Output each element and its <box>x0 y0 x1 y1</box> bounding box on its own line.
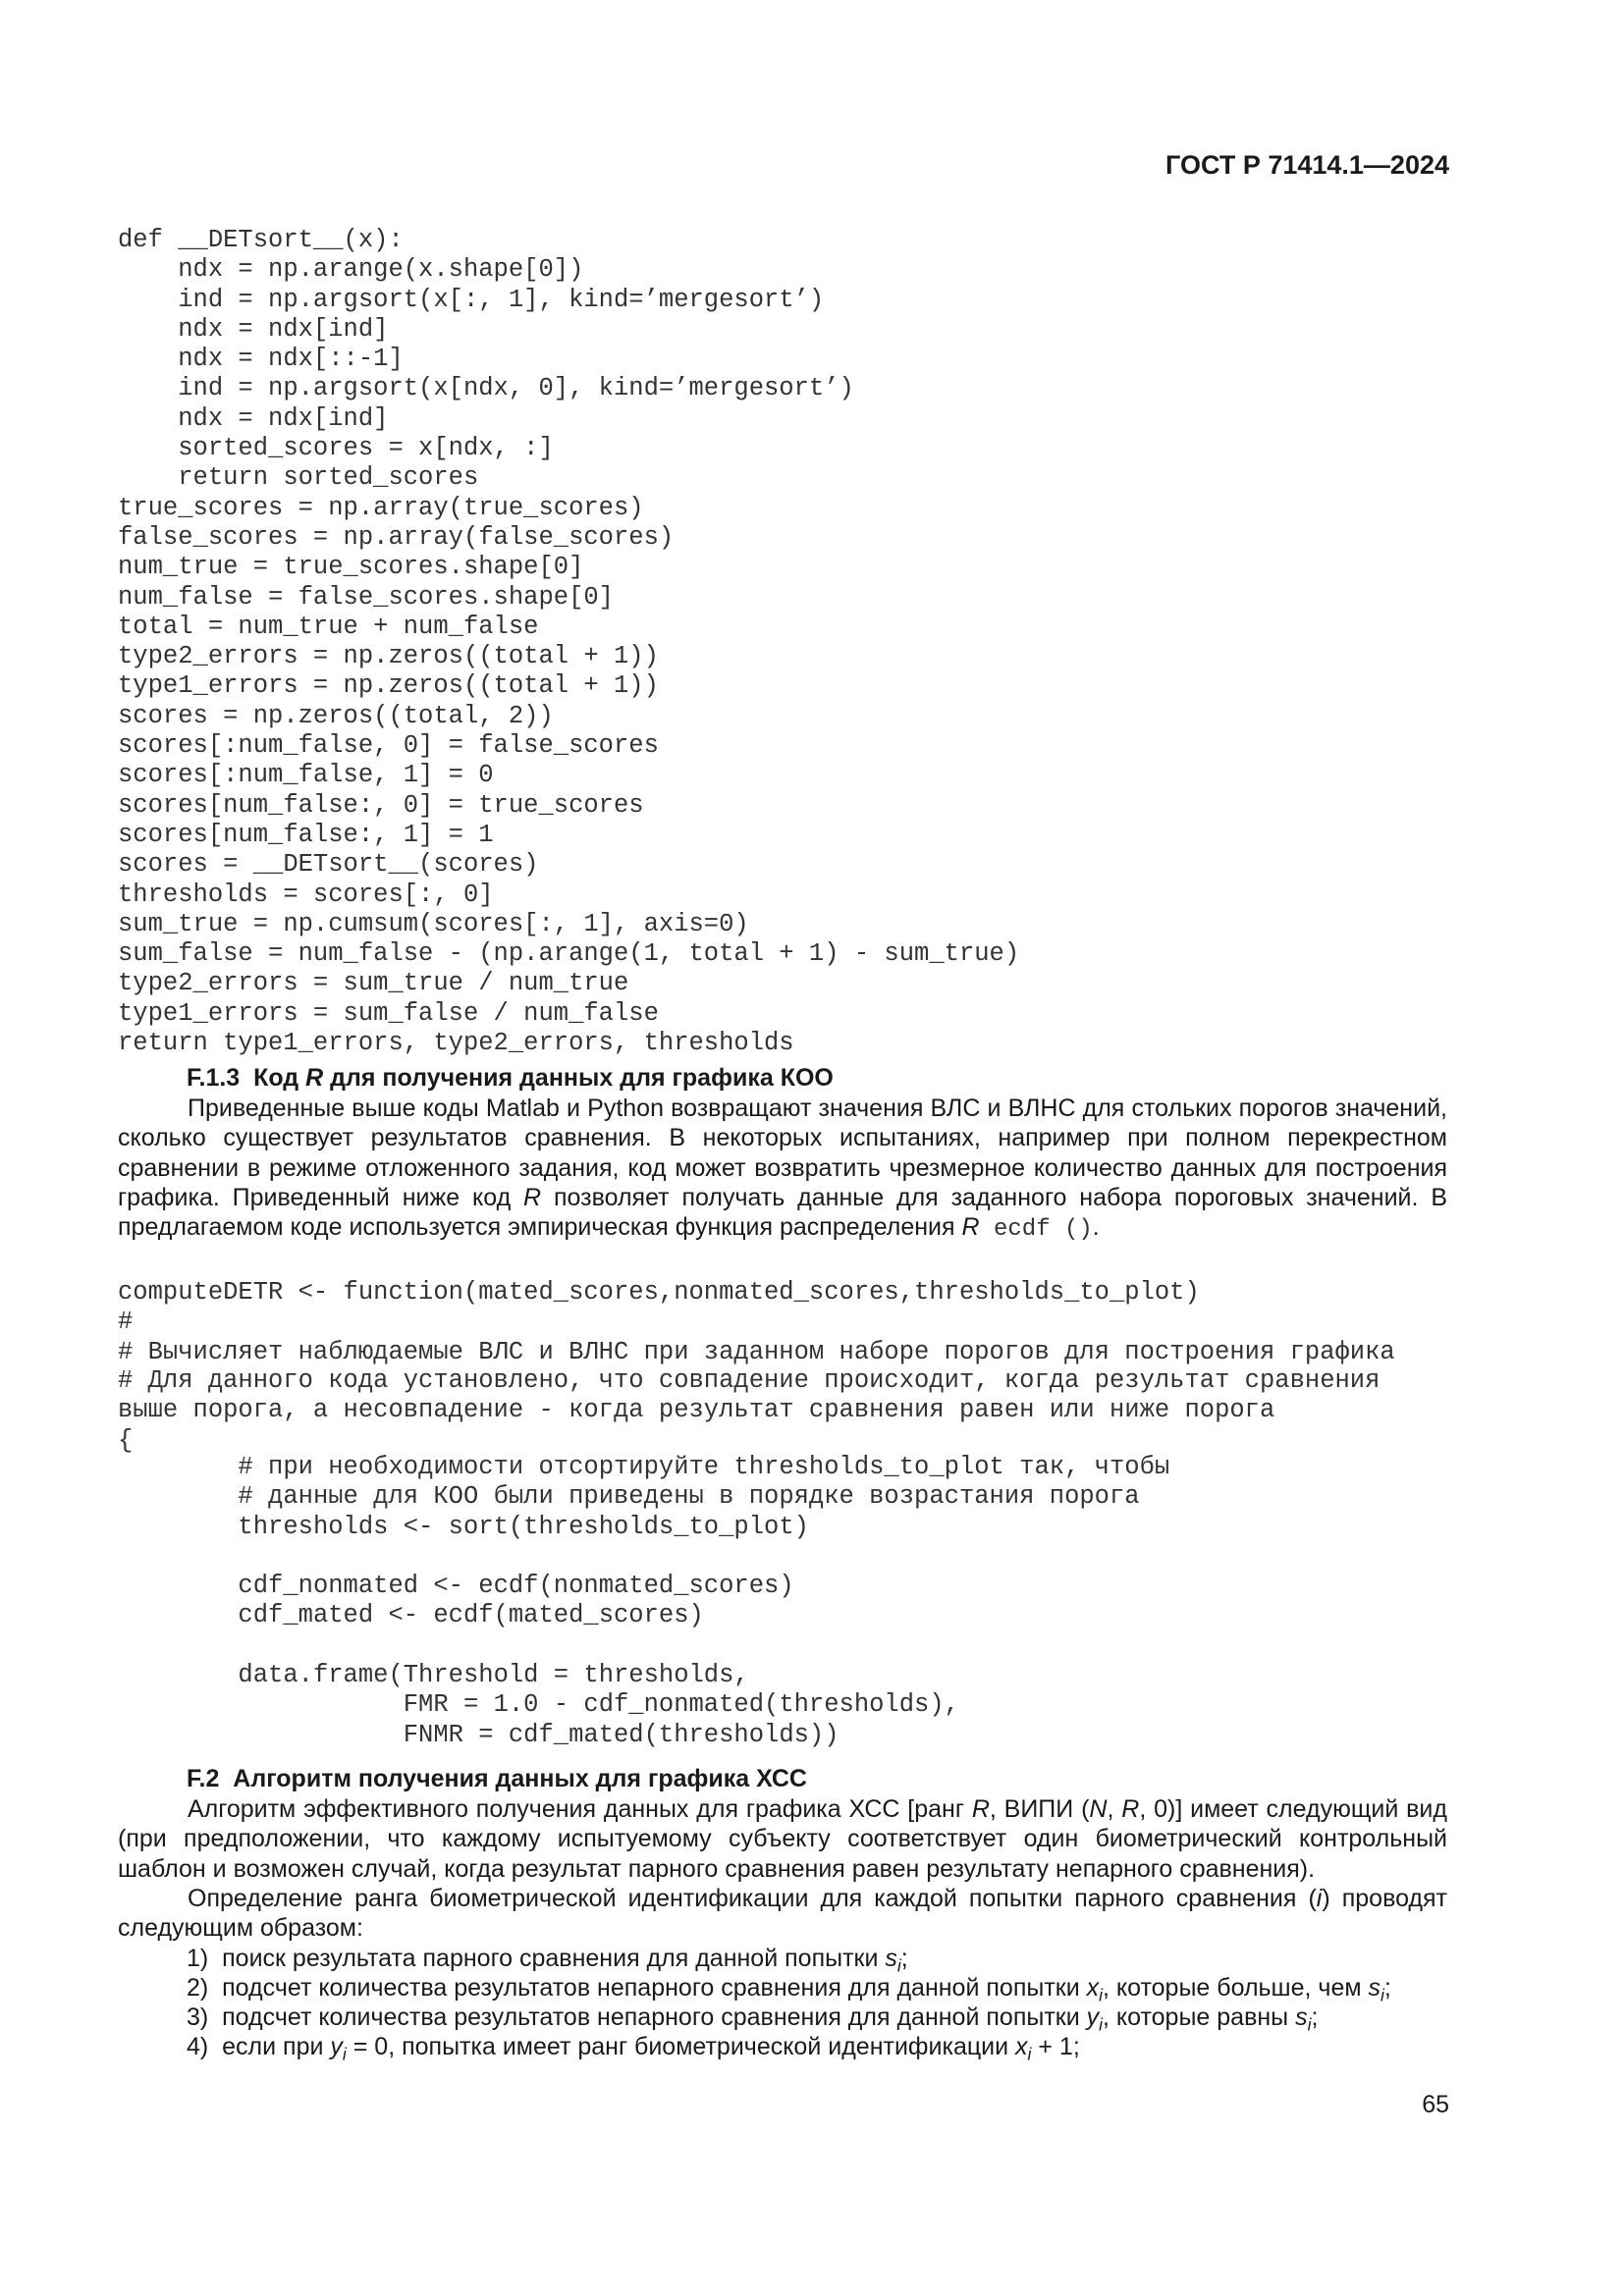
section-heading-f2: F.2 Алгоритм получения данных для графика ХСС <box>187 1765 807 1792</box>
page-number: 65 <box>1422 2091 1449 2118</box>
section-heading-f13: F.1.3 Код R для получения данных для графика КОО <box>187 1064 834 1092</box>
r-code-block-header: computeDETR <- function(mated_scores,nonmated_scores,thresholds_to_plot) # # Вычисляет наблюдаемые ВЛС и ВЛНС при заданном наборе порогов для построения графика <box>118 1278 1395 1366</box>
section-f2-paragraph-2: Определение ранга биометрической идентификации для каждой попытки парного сравнения (i) проводят следующим образом: <box>118 1885 1447 1943</box>
r-code-comment-wrap: # Для данного кода установлено, что совпадение происходит, когда результат сравнения выше порога, а несовпадение - когда результат сравнения равен или ниже порога { <box>118 1366 1380 1455</box>
list-item: 1) поиск результата парного сравнения для данной попытки $s_i$; <box>187 1945 908 1976</box>
section-f2-paragraph-1: Алгоритм эффективного получения данных для графика ХСС [ранг R, ВИПИ (N, R, 0)] имеет следующий вид (при предположении, что каждому испытуемому субъекту соответствует один биометрический контрольный шаблон и возможен случай, когда результат парного сравнения равен результату непарного сравнения). <box>118 1795 1447 1883</box>
section-f13-paragraph: Приведенные выше коды Matlab и Python возвращают значения ВЛС и ВЛНС для стольких порогов значений, сколько существует результатов сравнения. В некоторых испытаниях, например при полном перекрестном сравнении в режиме отложенного задания, код может возвратить чрезмерное количество данных для построения графика. Приведенный ниже код R позволяет получать данные для заданного набора пороговых значений. В предлагаемом коде используется эмпирическая функция распределения R ecdf (). <box>118 1095 1447 1244</box>
list-item: 3) подсчет количества результатов непарного сравнения для данной попытки $y_i$, которые равны $s_i$; <box>187 2003 1319 2035</box>
python-code-block: def __DETsort__(x): ndx = np.arange(x.shape[0]) ind = np.argsort(x[:, 1], kind=’mergesort’) ndx = ndx[ind] ndx = ndx[::-1] ind = np.argsort(x[ndx, 0], kind=’mergesort’) ndx = ndx[ind] sorted_scores = x[ndx, :] return sorted_scores true_scores = np.array(true_scores) false_scores = np.array(false_scores) num_true = true_scores.shape[0] num_false = false_scores.shape[0] total = num_true + num_false type2_errors = np.zeros((total + 1)) type1_errors = np.zeros((total + 1)) scores = np.zeros((total, 2)) scores[:num_false, 0] = false_scores scores[:num_false, 1] = 0 scores[num_false:, 0] = true_scores scores[num_false:, 1] = 1 scores = __DETsort__(scores) thresholds = scores[:, 0] sum_true = np.cumsum(scores[:, 1], axis=0) sum_false = num_false - (np.arange(1, total + 1) - sum_true) type2_errors = sum_true / num_true type1_errors = sum_false / num_false return type1_errors, type2_errors, thresholds <box>118 226 1020 1058</box>
list-item: 2) подсчет количества результатов непарного сравнения для данной попытки $x_i$, которые больше, чем $s_i$; <box>187 1974 1391 2005</box>
r-code-body: # при необходимости отсортируйте thresholds_to_plot так, чтобы # данные для КОО были приведены в порядке возрастания порога thresholds <- sort(thresholds_to_plot) cdf_nonmated <- ecdf(nonmated_scores) cdf_mated <- ecdf(mated_scores) data.frame(Threshold = thresholds, FMR = 1.0 - cdf_nonmated(thresholds), FNMR = cdf_mated(thresholds)) <box>178 1453 1170 1749</box>
document-code-header: ГОСТ Р 71414.1—2024 <box>1165 150 1449 180</box>
list-item: 4) если при $y_i = 0$, попытка имеет ранг биометрической идентификации $x_i + 1$; <box>187 2033 1080 2064</box>
